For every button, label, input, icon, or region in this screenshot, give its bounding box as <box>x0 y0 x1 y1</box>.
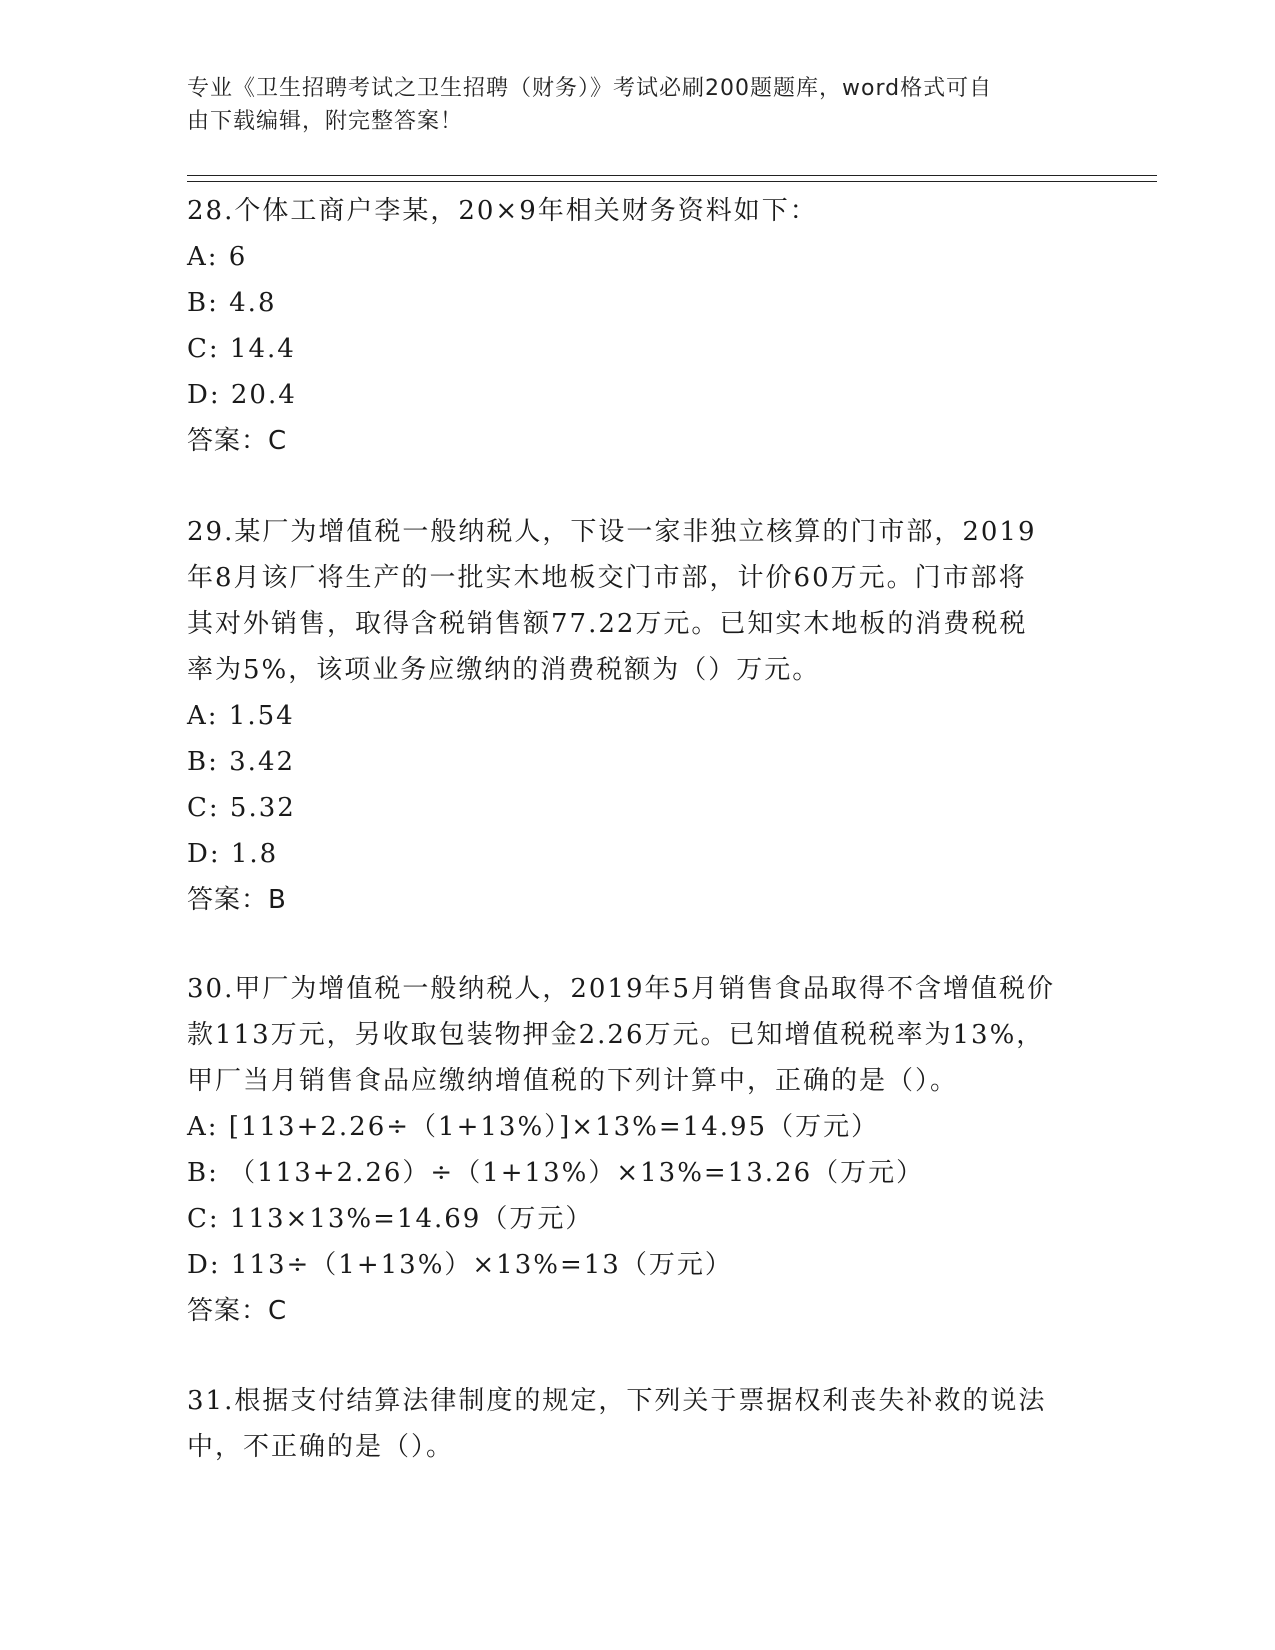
option-a: A: 6 <box>187 242 248 272</box>
question-31 <box>187 1378 1087 1470</box>
header-divider-top <box>187 175 1157 176</box>
question-stem-line-2: 年8月该厂将生产的一批实木地板交门市部，计价60万元。门市部将 <box>187 563 1027 593</box>
question-stem: 28.个体工商户李某，20×9年相关财务资料如下： <box>187 196 818 226</box>
header-divider-bottom <box>187 181 1157 182</box>
question-30 <box>187 966 1087 1334</box>
answer-line: 答案：B <box>187 885 287 915</box>
option-a: A: [113+2.26÷（1+13%）]×13%=14.95（万元） <box>187 1112 880 1142</box>
option-d: D: 113÷（1+13%）×13%=13（万元） <box>187 1250 733 1280</box>
document-header <box>187 72 1067 138</box>
question-stem-line-1: 29.某厂为增值税一般纳税人，下设一家非独立核算的门市部，2019 <box>187 517 1037 547</box>
question-stem-line-2: 中，不正确的是（）。 <box>187 1432 455 1462</box>
question-stem-line-4: 率为5%，该项业务应缴纳的消费税额为（）万元。 <box>187 655 821 685</box>
option-b: B: （113+2.26）÷（1+13%）×13%=13.26（万元） <box>187 1158 925 1188</box>
answer-line: 答案：C <box>187 1296 288 1326</box>
option-c: C: 14.4 <box>187 334 296 364</box>
option-b: B: 4.8 <box>187 288 277 318</box>
option-c: C: 5.32 <box>187 793 296 823</box>
header-title-line-1: 专业《卫生招聘考试之卫生招聘（财务）》考试必刷200题题库，word格式可自 <box>187 76 993 101</box>
question-29 <box>187 509 1087 923</box>
option-c: C: 113×13%=14.69（万元） <box>187 1204 594 1234</box>
question-stem-line-1: 30.甲厂为增值税一般纳税人，2019年5月销售食品取得不含增值税价 <box>187 974 1056 1004</box>
option-a: A: 1.54 <box>187 701 295 731</box>
option-d: D: 20.4 <box>187 380 297 410</box>
option-d: D: 1.8 <box>187 839 279 869</box>
question-stem-line-3: 甲厂当月销售食品应缴纳增值税的下列计算中，正确的是（）。 <box>187 1066 959 1096</box>
header-title-line-2: 由下载编辑，附完整答案！ <box>187 109 464 134</box>
question-stem-line-2: 款113万元，另收取包装物押金2.26万元。已知增值税税率为13%， <box>187 1020 1045 1050</box>
question-stem-line-3: 其对外销售，取得含税销售额77.22万元。已知实木地板的消费税税 <box>187 609 1028 639</box>
question-stem-line-1: 31.根据支付结算法律制度的规定，下列关于票据权利丧失补救的说法 <box>187 1386 1047 1416</box>
question-28 <box>187 188 1087 464</box>
option-b: B: 3.42 <box>187 747 296 777</box>
answer-line: 答案：C <box>187 426 288 456</box>
